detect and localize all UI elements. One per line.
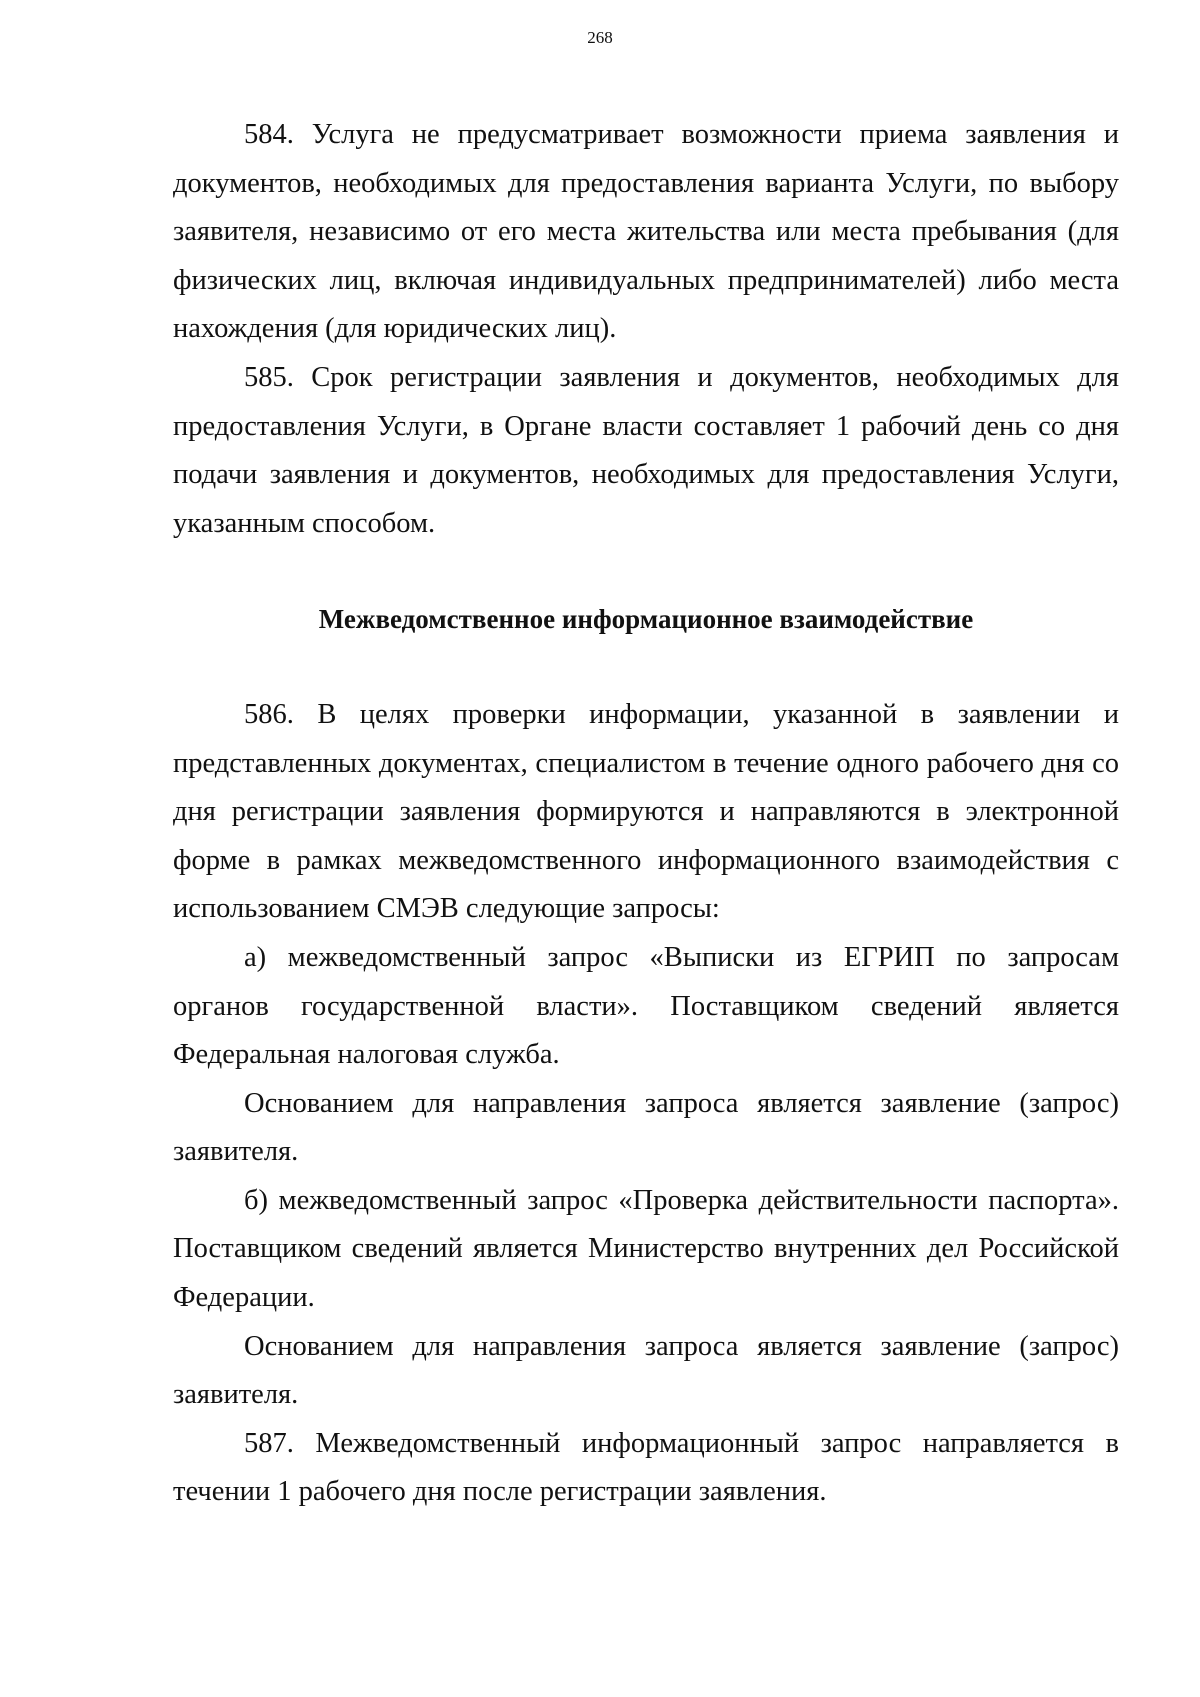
paragraph-basis-b: Основанием для направления запроса является заявление (запрос) заявителя.	[173, 1330, 1119, 1411]
paragraph-584: 584. Услуга не предусматривает возможности приема заявления и документов, необходимых для предоставления варианта Услуги, по выбору заявителя, независимо от его места жительства или места пребывания (для физических лиц, включая индивидуальных предпринимателей) либо места нахождения (для юридических лиц).	[173, 119, 1119, 345]
paragraph-586-a: а) межведомственный запрос «Выписки из ЕГРИП по запросам органов государственной власти». Поставщиком сведений является Федеральная налоговая служба.	[173, 941, 1119, 1071]
paragraph-586-b: б) межведомственный запрос «Проверка действительности паспорта». Поставщиком сведений является Министерство внутренних дел Российской Федерации.	[173, 1184, 1119, 1314]
page-body	[173, 111, 1119, 1517]
page-number: 268	[587, 28, 613, 47]
spacer	[173, 644, 1119, 691]
paragraph-586: 586. В целях проверки информации, указанной в заявлении и представленных документах, специалистом в течение одного рабочего дня со дня регистрации заявления формируются и направляются в электронной форме в рамках межведомственного информационного взаимодействия с использованием СМЭВ следующие запросы:	[173, 698, 1119, 925]
section-heading: Межведомственное информационное взаимодействие	[318, 604, 974, 635]
paragraph-587: 587. Межведомственный информационный запрос направляется в течении 1 рабочего дня после регистрации заявления.	[173, 1427, 1119, 1508]
paragraph-585: 585. Срок регистрации заявления и документов, необходимых для предоставления Услуги, в Органе власти составляет 1 рабочий день со дня подачи заявления и документов, необходимых для предоставления Услуги, указанным способом.	[173, 361, 1119, 539]
paragraph-basis-a: Основанием для направления запроса является заявление (запрос) заявителя.	[173, 1087, 1119, 1168]
spacer	[173, 548, 1119, 595]
